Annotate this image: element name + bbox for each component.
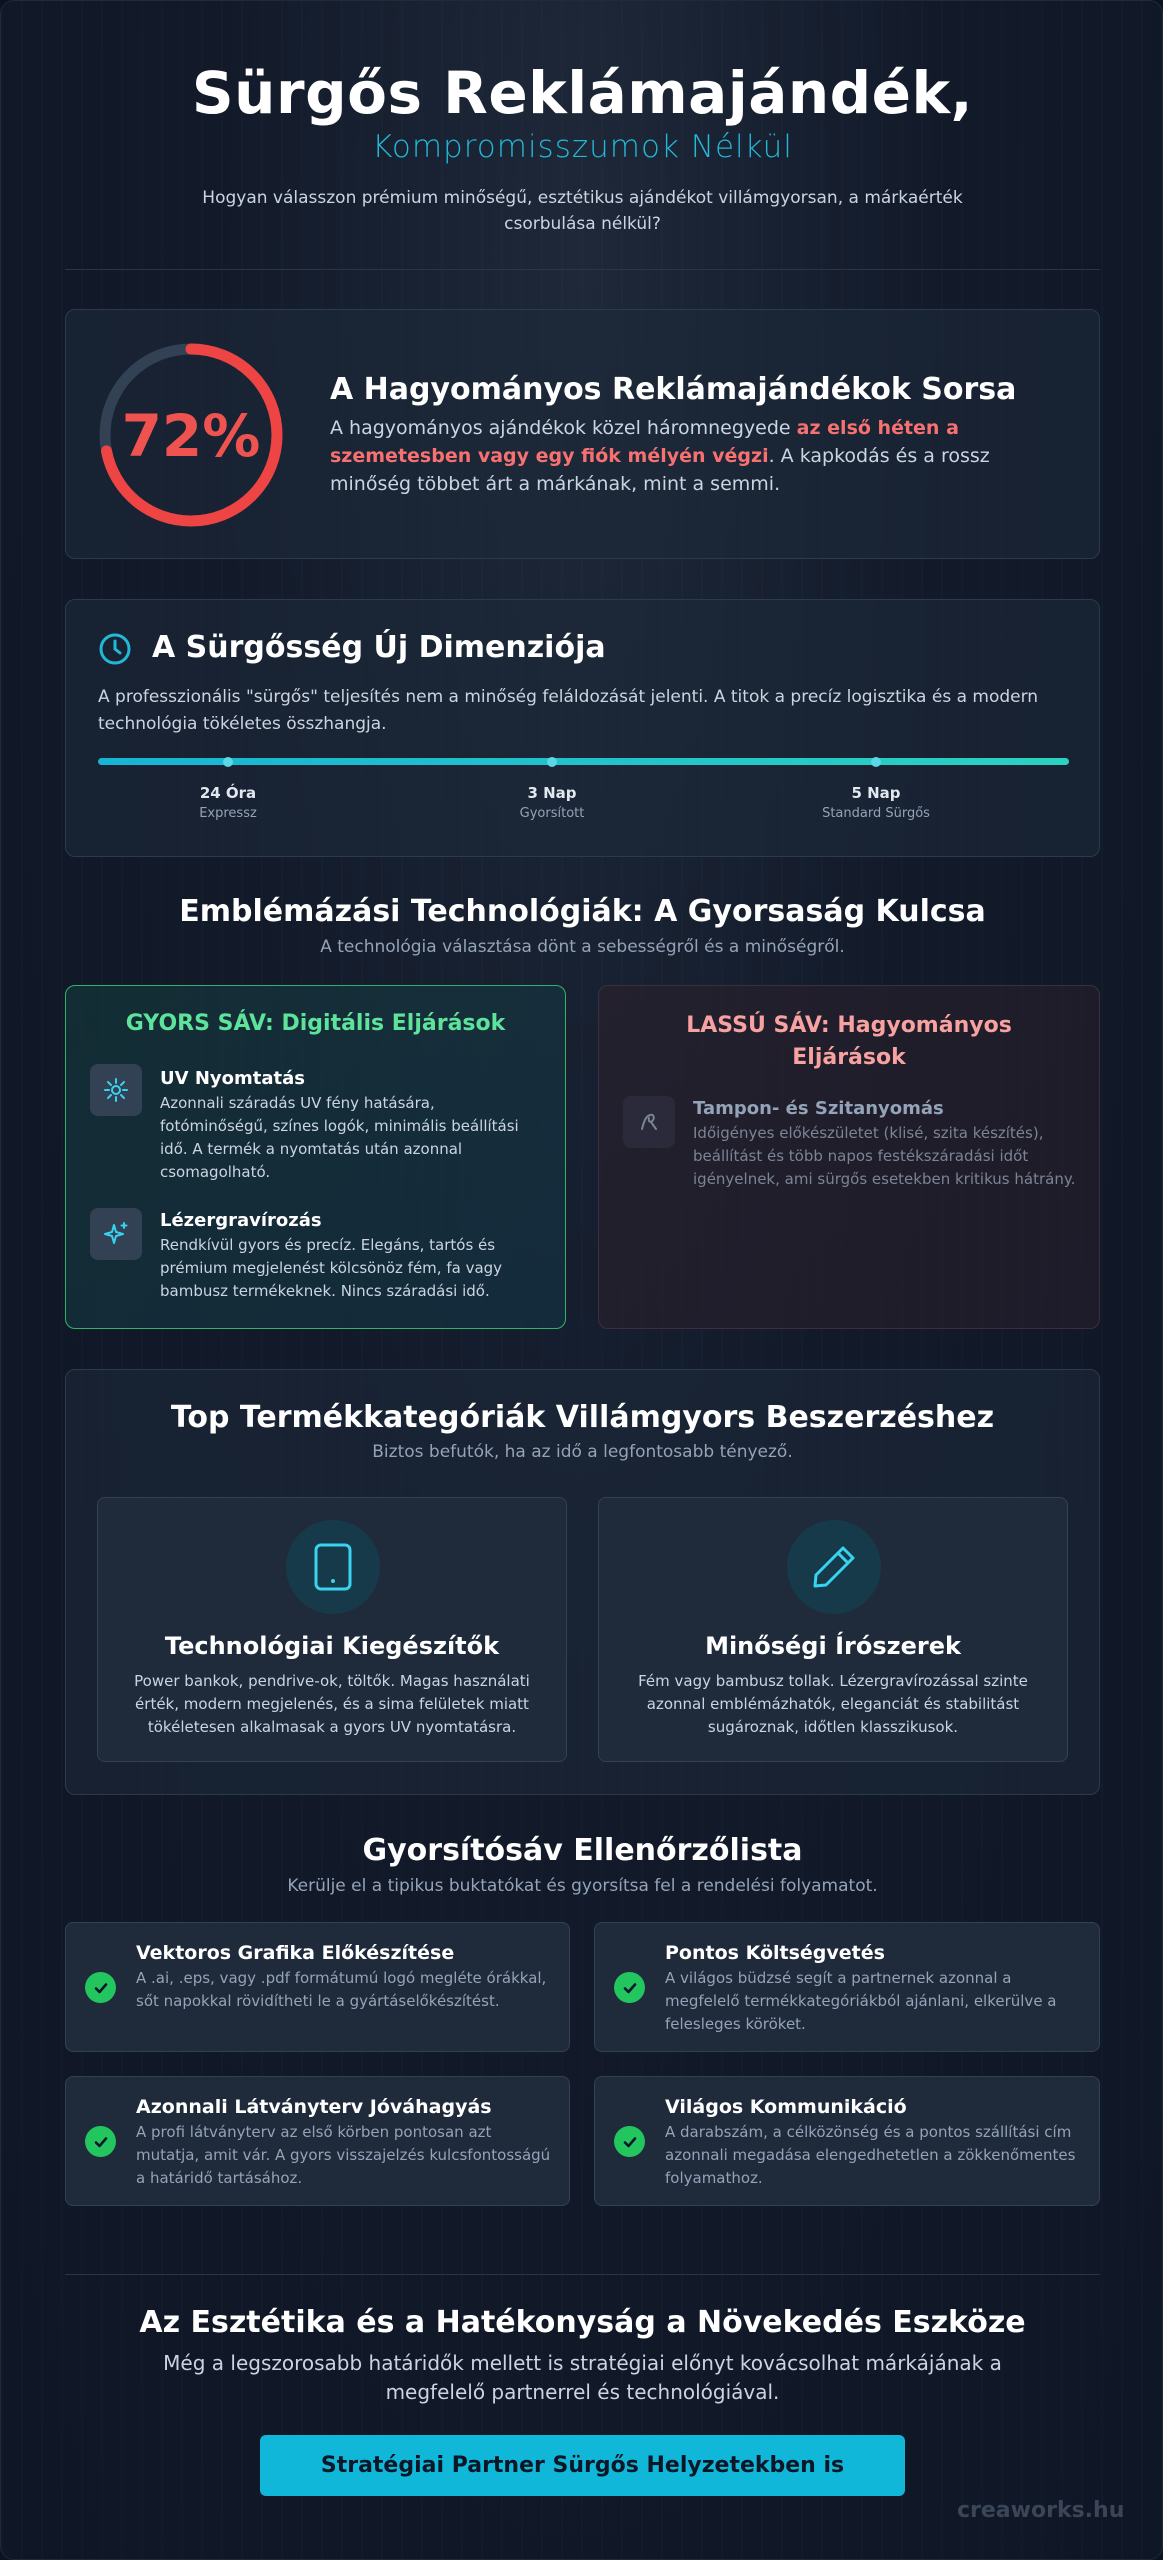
tech-section-subtitle: A technológia választása dönt a sebességről és a minőségről.: [320, 937, 845, 957]
footer-title: Az Esztétika és a Hatékonyság a Növekedés Eszköze: [139, 2305, 1026, 2340]
sparkle-icon: [90, 1208, 142, 1260]
product-title: Technológiai Kiegészítők: [164, 1632, 500, 1660]
products-title: Top Termékkategóriák Villámgyors Beszerzéshez: [170, 1400, 995, 1435]
timeline-dot: [223, 757, 233, 767]
stat-text-highlight: az első héten a szemetesben vagy egy fiók mélyén végzi: [330, 417, 959, 467]
footer-text: Még a legszorosabb határidők mellett is stratégiai előnyt kovácsolhat márkájának a megfelelő partnerrel és technológiával.: [163, 2351, 1002, 2404]
fast-lane-heading: GYORS SÁV: Digitális Eljárások: [125, 1011, 506, 1036]
fast-item-desc: Rendkívül gyors és precíz. Elegáns, tartós és prémium megjelenést kölcsönöz fém, fa vagy bambusz termékeknek. Nincs száradási idő.: [160, 1236, 503, 1300]
fast-item-desc: Azonnali száradás UV fény hatására, fotóminőségű, színes logók, minimális beállítási idő. A termék a nyomtatás után azonnal csomagolható.: [160, 1094, 519, 1181]
fast-item-title: Lézergravírozás: [160, 1210, 322, 1231]
checklist-item-title: Pontos Költségvetés: [665, 1942, 885, 1964]
product-desc: Fém vagy bambusz tollak. Lézergravírozással szinte azonnal emblémázhatók, eleganciát és stabilitást sugároznak, időtlen klasszikusok.: [638, 1672, 1028, 1736]
timeline-label: 5 Nap: [851, 784, 901, 802]
timeline-bar: [98, 758, 1069, 765]
checklist-item-desc: A világos büdzsé segít a partnernek azonnal a megfelelő termékkategóriákból ajánlani, elkerülve a felesleges köröket.: [665, 1969, 1057, 2033]
check-icon: [614, 1972, 645, 2003]
tech-section-title: Emblémázási Technológiák: A Gyorsaság Kulcsa: [179, 894, 986, 929]
slow-item-desc: Időigényes előkészületet (klisé, szita készítés), beállítást és több napos festékszáradási időt igényelnek, ami sürgős esetekben kritikus hátrány.: [693, 1124, 1076, 1188]
clock-icon: [98, 632, 132, 666]
stat-text-part: A hagyományos ajándékok közel háromnegyede: [330, 417, 797, 439]
stat-text-part: . A kapkodás és a rossz minőség többet árt a márkának, mint a semmi.: [330, 445, 990, 495]
slow-lane-heading: LASSÚ SÁV: Hagyományos Eljárások: [686, 1013, 1012, 1070]
page-subtitle: Kompromisszumok Nélkül: [372, 129, 793, 165]
page-description: Hogyan válasszon prémium minőségű, esztétikus ajándékot villámgyorsan, a márkaérték csorbulása nélkül?: [202, 188, 963, 234]
timeline-label: 3 Nap: [527, 784, 577, 802]
product-card: [97, 1497, 567, 1762]
urgency-card: [65, 599, 1100, 857]
urgency-title: A Sürgősség Új Dimenziója: [152, 630, 606, 665]
checklist-item-desc: A .ai, .eps, vagy .pdf formátumú logó megléte órákkal, sőt napokkal rövidítheti le a gyártáselőkészítést.: [136, 1969, 547, 2010]
product-title: Minőségi Írószerek: [705, 1632, 961, 1660]
checklist-item-desc: A darabszám, a célközönség és a pontos szállítási cím azonnali megadása elengedhetetlen a zökkenőmentes folyamathoz.: [665, 2123, 1076, 2187]
uv-print-icon: [90, 1064, 142, 1116]
slow-lane-card: [598, 985, 1100, 1329]
footer-divider: [65, 2274, 1100, 2275]
stamp-icon: [623, 1096, 675, 1148]
timeline-sublabel: Gyorsított: [519, 806, 585, 821]
timeline-label: 24 Óra: [199, 784, 257, 802]
checklist-item-desc: A profi látványterv az első körben pontosan azt mutatja, amit vár. A gyors visszajelzés kulcsfontosságú a határidő tartásához.: [136, 2123, 551, 2187]
brand-watermark: creaworks.hu: [957, 2498, 1125, 2523]
check-icon: [614, 2126, 645, 2157]
products-card: [65, 1369, 1100, 1795]
page-title: Sürgős Reklámajándék,: [191, 59, 974, 127]
fast-item-title: UV Nyomtatás: [160, 1068, 305, 1089]
checklist-item: [594, 2076, 1100, 2206]
checklist-item-title: Azonnali Látványterv Jóváhagyás: [136, 2096, 492, 2118]
tablet-icon: [286, 1520, 380, 1614]
timeline-dot: [871, 757, 881, 767]
urgency-text: A professzionális "sürgős" teljesítés nem a minőség feláldozását jelenti. A titok a precíz logisztika és a modern technológia tökéletes összhangja.: [98, 687, 1039, 734]
stat-title: A Hagyományos Reklámajándékok Sorsa: [330, 372, 1017, 407]
header-divider: [65, 269, 1100, 270]
checklist-item-title: Vektoros Grafika Előkészítése: [136, 1942, 455, 1964]
products-subtitle: Biztos befutók, ha az idő a legfontosabb tényező.: [372, 1442, 793, 1462]
cta-button[interactable]: Stratégiai Partner Sürgős Helyzetekben is: [260, 2435, 905, 2496]
checklist-item-title: Világos Kommunikáció: [665, 2096, 907, 2118]
check-icon: [85, 1972, 116, 2003]
stat-card: [65, 309, 1100, 559]
slow-item-title: Tampon- és Szitanyomás: [693, 1098, 944, 1119]
stat-percent: 72%: [121, 402, 261, 470]
checklist-title: Gyorsítósáv Ellenőrzőlista: [362, 1833, 803, 1868]
timeline-sublabel: Standard Sürgős: [822, 806, 930, 821]
check-icon: [85, 2126, 116, 2157]
checklist-item: [65, 1922, 570, 2052]
checklist-subtitle: Kerülje el a tipikus buktatókat és gyorsítsa fel a rendelési folyamatot.: [287, 1876, 878, 1896]
timeline-sublabel: Expressz: [199, 806, 257, 821]
checklist-item: [65, 2076, 570, 2206]
pen-icon: [787, 1520, 881, 1614]
product-desc: Power bankok, pendrive-ok, töltők. Magas használati érték, modern megjelenés, és a sima felületek miatt tökéletesen alkalmasak a gyors UV nyomtatásra.: [134, 1672, 530, 1736]
stat-text: [330, 414, 1050, 498]
timeline-dot: [547, 757, 557, 767]
fast-lane-card: [65, 985, 566, 1329]
product-card: [598, 1497, 1068, 1762]
checklist-item: [594, 1922, 1100, 2052]
